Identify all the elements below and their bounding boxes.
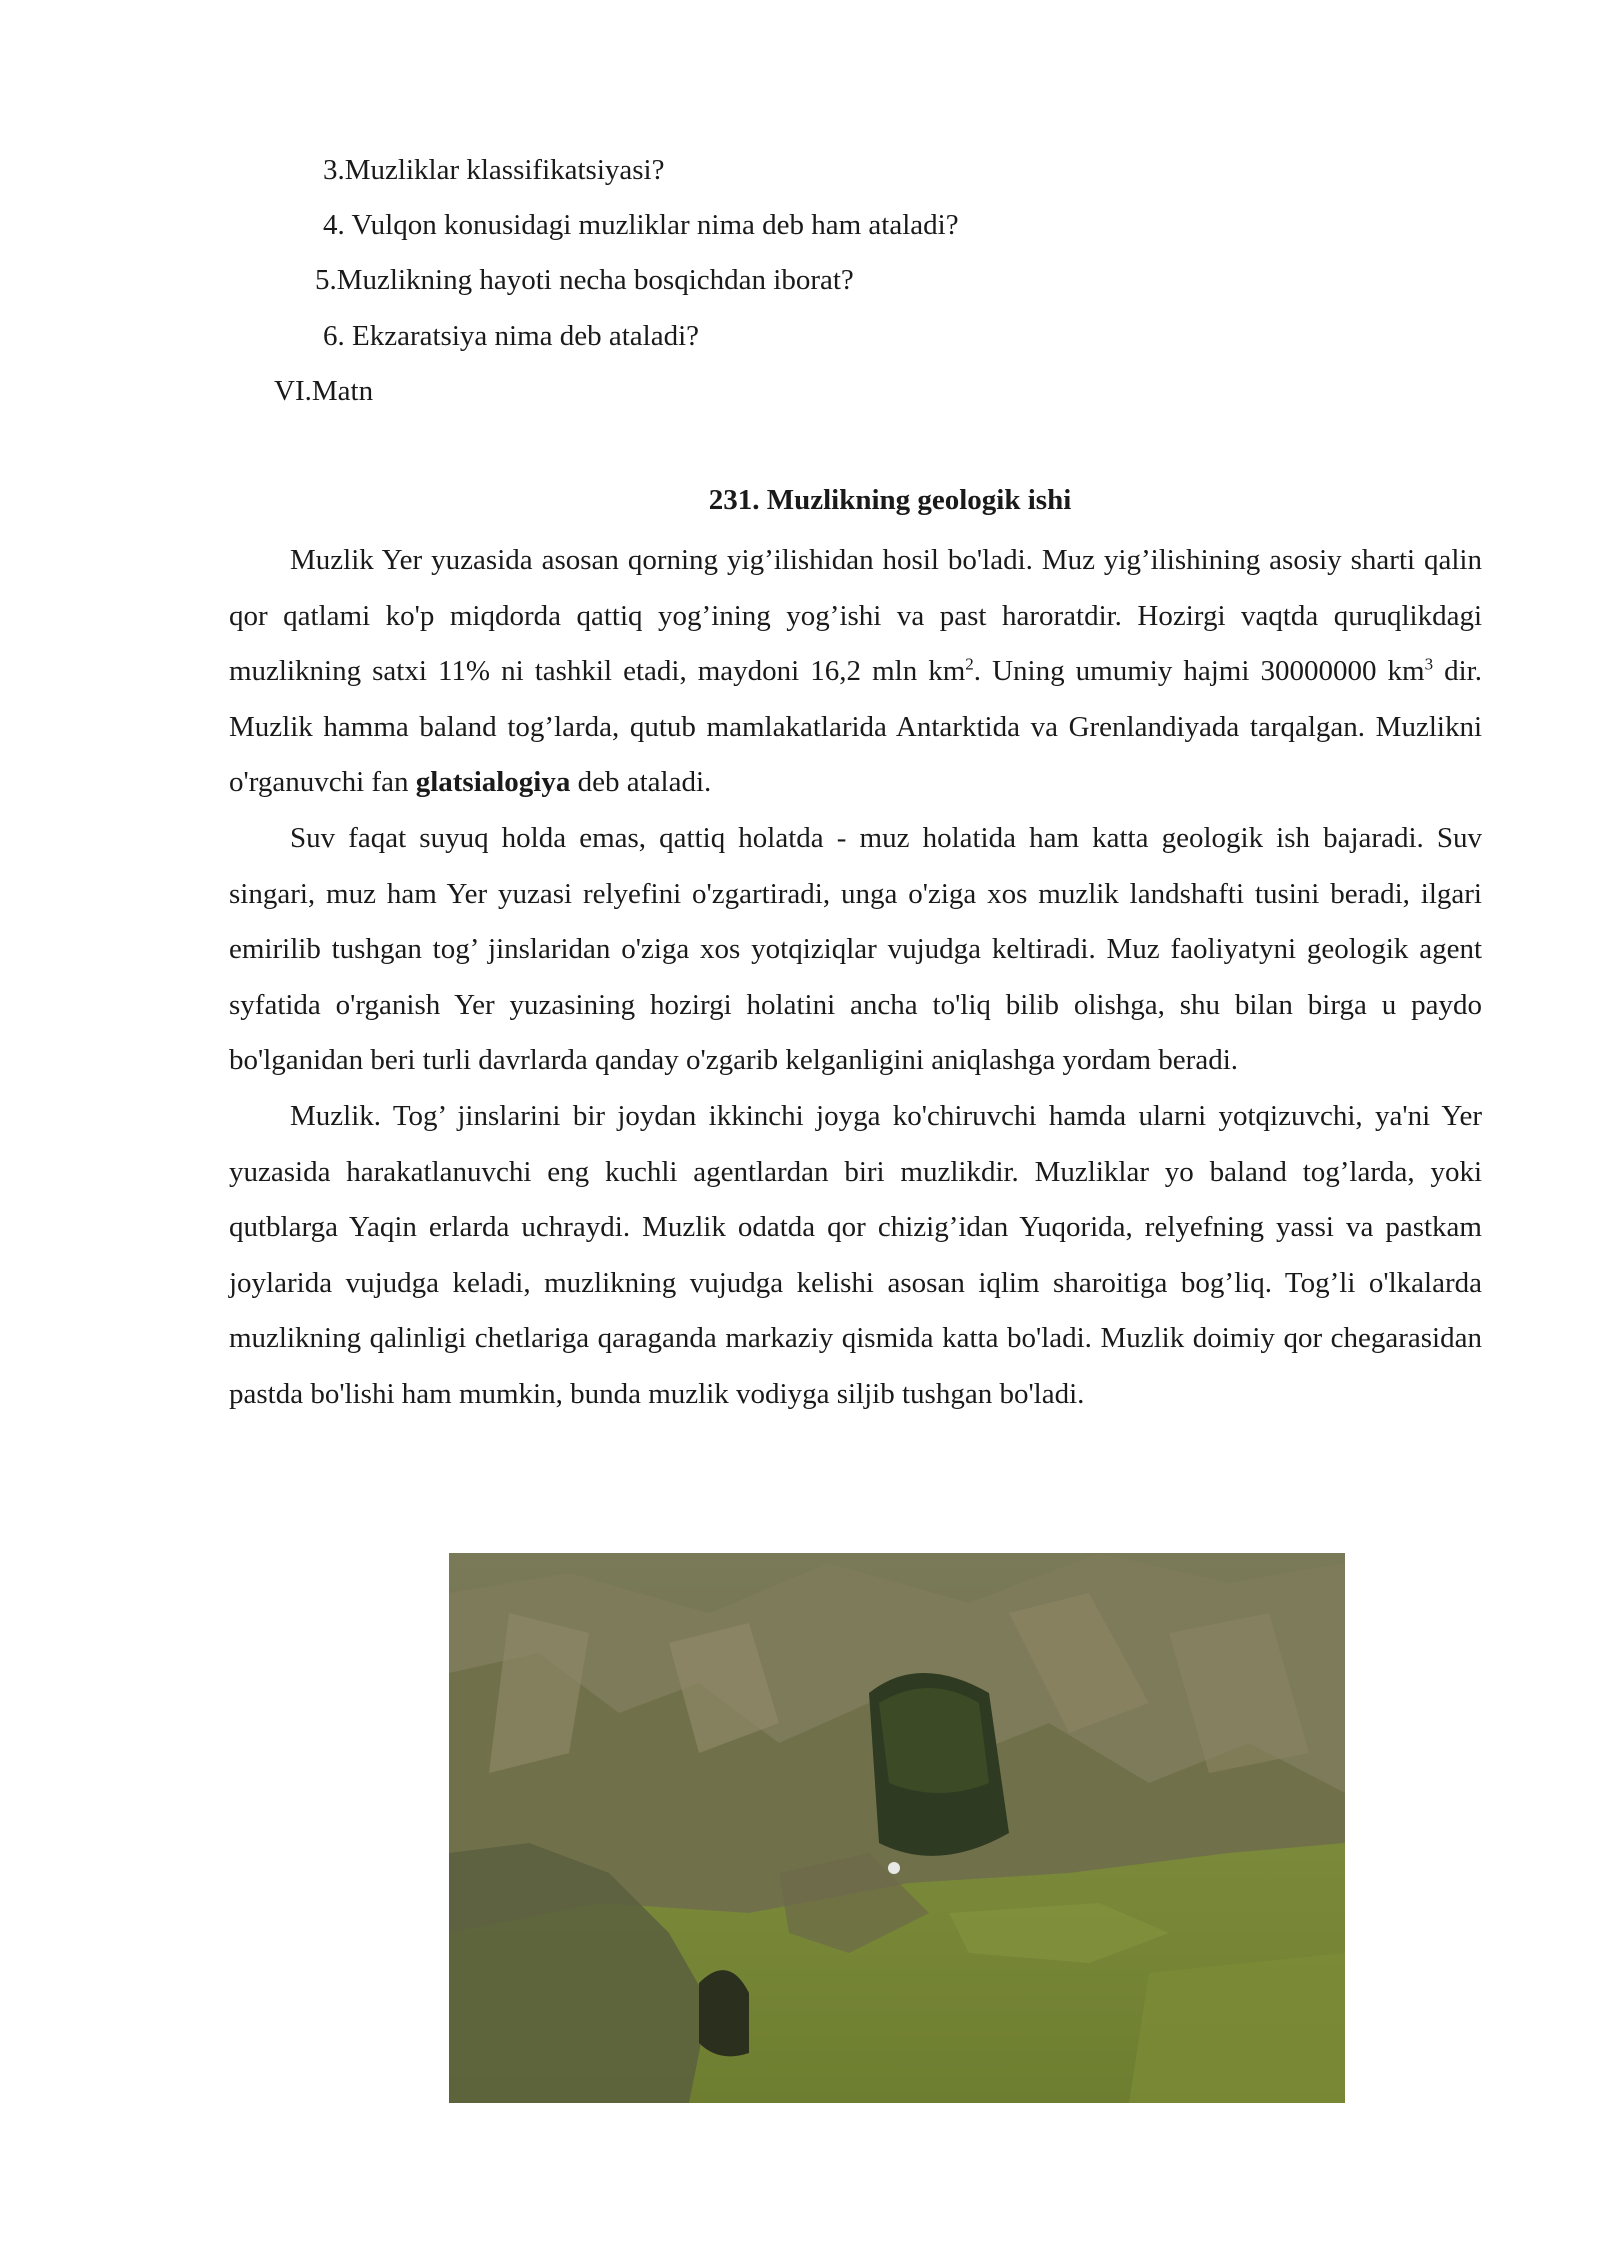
p1-sup-area: 2 [965, 654, 974, 674]
question-3: 3.Muzliklar klassifikatsiyasi? [323, 154, 665, 186]
section-title: 231. Muzlikning geologik ishi [708, 484, 1072, 516]
p1-text-c: dir. Muzlik hamma baland tog’larda, qutub mamlakatlarida Antarktida va Grenlandiyada tarqalgan. Muzlikni o'rganuvchi fan [229, 655, 1482, 799]
p1-text-a: Muzlik Yer yuzasida asosan qorning yig’ilishidan hosil bo'ladi. Muz yig’ilishining asosiy sharti qalin qor qatlami ko'p miqdorda qattiq yog’ining yog’ishi va past haroratdir. Hozirgi vaqtda quruqlikdagi muzlikning satxi 11% ni tashkil etadi, maydoni 16,2 mln km [229, 544, 1482, 688]
p1-sup-volume: 3 [1424, 654, 1434, 674]
question-6: 6. Ekzaratsiya nima deb ataladi? [323, 320, 700, 352]
p1-text-d: deb ataladi. [570, 766, 712, 799]
section-label: VI.Matn [274, 375, 374, 407]
question-4: 4. Vulqon konusidagi muzliklar nima deb ham ataladi? [323, 209, 959, 241]
paragraph-3: Muzlik. Tog’ jinslarini bir joydan ikkinchi joyga ko'chiruvchi hamda ularni yotqizuvchi, ya'ni Yer yuzasida harakatlanuvchi eng kuchli agentlardan biri muzlikdir. Muzliklar yo baland tog’larda, yoki qutblarga Yaqin erlarda uchraydi. Muzlik odatda qor chizig’idan Yuqorida, relyefning yassi va pastkam joylarida vujudga keladi, muzlikning vujudga kelishi asosan iqlim sharoitiga bog’liq. Tog’li o'lkalarda muzlikning qalinligi chetlariga qaraganda markaziy qismida katta bo'ladi. Muzlik doimiy qor chegarasidan pastda bo'lishi ham mumkin, bunda muzlik vodiyga siljib tushgan bo'ladi. [229, 1099, 1482, 1410]
body-text [229, 533, 1482, 1423]
paragraph-2: Suv faqat suyuq holda emas, qattiq holatda - muz holatida ham katta geologik ish bajaradi. Suv singari, muz ham Yer yuzasi relyefini o'zgartiradi, unga o'ziga xos muzlik landshafti tusini beradi, ilgari emirilib tushgan tog’ jinslaridan o'ziga xos yotqiziqlar vujudga keltiradi. Muz faoliyatyni geologik agent syfatida o'rganish Yer yuzasining hozirgi holatini ancha to'liq bilib olishga, shu bilan birga u paydo bo'lganidan beri turli davrlarda qanday o'zgarib kelganligini aniqlashga yordam beradi. [229, 821, 1482, 1077]
question-5: 5.Muzlikning hayoti necha bosqichdan iborat? [315, 264, 854, 296]
p1-text-b: . Uning umumiy hajmi 30000000 km [973, 655, 1425, 688]
mountain-rock-photo [449, 1553, 1345, 2103]
paragraph-1 [229, 533, 1482, 811]
p1-bold-term: glatsialogiya [415, 766, 571, 799]
